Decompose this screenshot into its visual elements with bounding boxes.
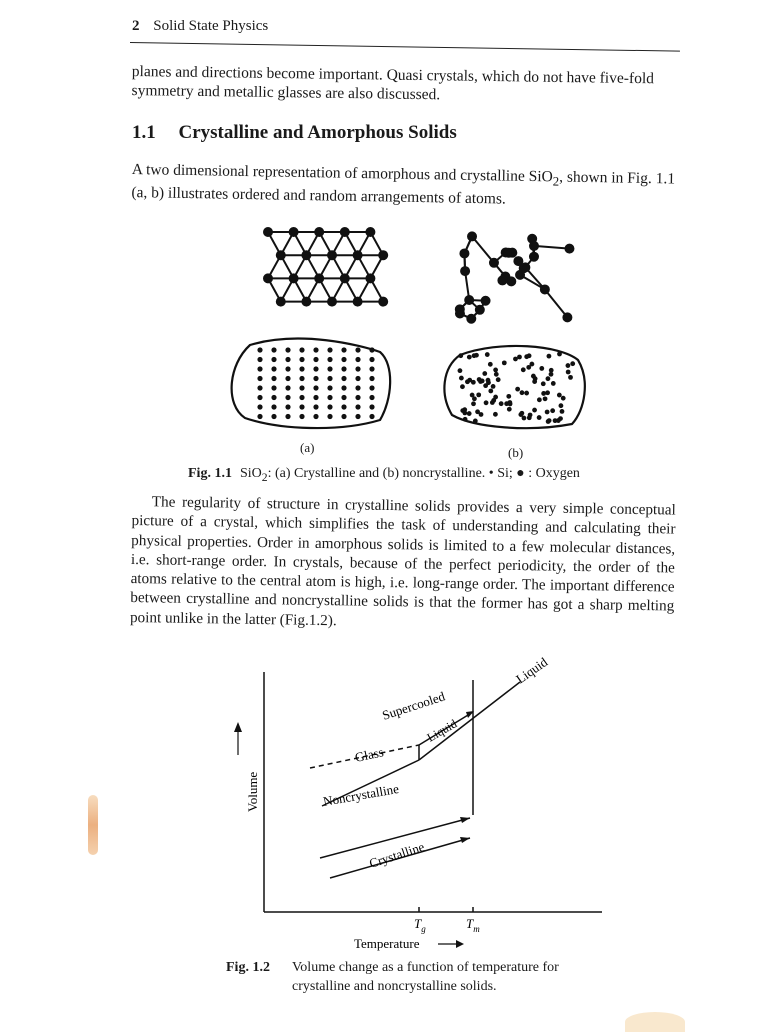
section-number: 1.1 [132, 122, 156, 143]
intro-paragraph: planes and directions become important. Quasi crystals, which do not have five-fold symmetry and metallic glasses are also discussed. [131, 62, 681, 108]
temperature-axis-arrow [438, 940, 464, 948]
figure-1-2-caption [226, 958, 606, 1002]
label-liquid: Liquid [513, 654, 550, 686]
figure-label-a: (a) [300, 440, 314, 456]
lead-text-after: , shown in Fig. 1.1 (a, b) illustrates ordered and random arrangements of atoms. [131, 168, 675, 207]
running-title: Solid State Physics [153, 18, 268, 34]
caption-1-sub: 2 [262, 471, 268, 484]
label-liquid-2: Liquid [425, 716, 460, 744]
lead-text-before: A two dimensional representation of amorphous and crystalline SiO [132, 161, 553, 185]
page-corner-smudge [625, 1012, 685, 1032]
lead-subscript: 2 [553, 173, 560, 188]
caption-2-label: Fig. 1.2 [226, 958, 270, 977]
caption-1-label: Fig. 1.1 [188, 466, 232, 481]
caption-2-text: Volume change as a function of temperature for crystalline and noncrystalline solids. [292, 958, 592, 996]
arrow-crystalline [460, 817, 470, 823]
arrow-crystalline-2 [460, 837, 470, 843]
label-glass: Glass [354, 744, 385, 765]
tick-label-tg: $T_g$ [414, 916, 426, 934]
caption-1-text: : (a) Crystalline and (b) noncrystalline. • Si; ● : Oxygen [268, 466, 580, 481]
x-axis-label: Temperature [354, 936, 420, 951]
caption-1-formula: SiO [240, 466, 262, 481]
page-number: 2 [132, 18, 140, 34]
volume-axis-arrow [234, 722, 242, 755]
figure-label-b: (b) [508, 445, 523, 461]
body-text: The regularity of structure in crystalline solids provides a very simple conceptual picture of a crystal, which simplifies the task of understanding and calculating their physical properties. Order in amorphous solids is limited to a few molecular distances, i.e. short-range order. In crystals, because of the perfect periodicity, the order of the atoms relative to the central atom is high, i.e. long-range order. The important difference between crystalline and noncrystalline solids is that the former has got a sharp melting point unlike in the latter (Fig.1.2). [130, 493, 676, 629]
label-noncrystalline: Noncrystalline [322, 781, 400, 809]
page-edge-smudge [88, 795, 98, 855]
y-axis-label: Volume [245, 772, 260, 812]
section-title: Crystalline and Amorphous Solids [179, 122, 457, 143]
tick-label-tm: $T_m$ [466, 916, 480, 934]
label-crystalline: Crystalline [367, 839, 426, 871]
label-supercooled: Supercooled [380, 688, 447, 723]
